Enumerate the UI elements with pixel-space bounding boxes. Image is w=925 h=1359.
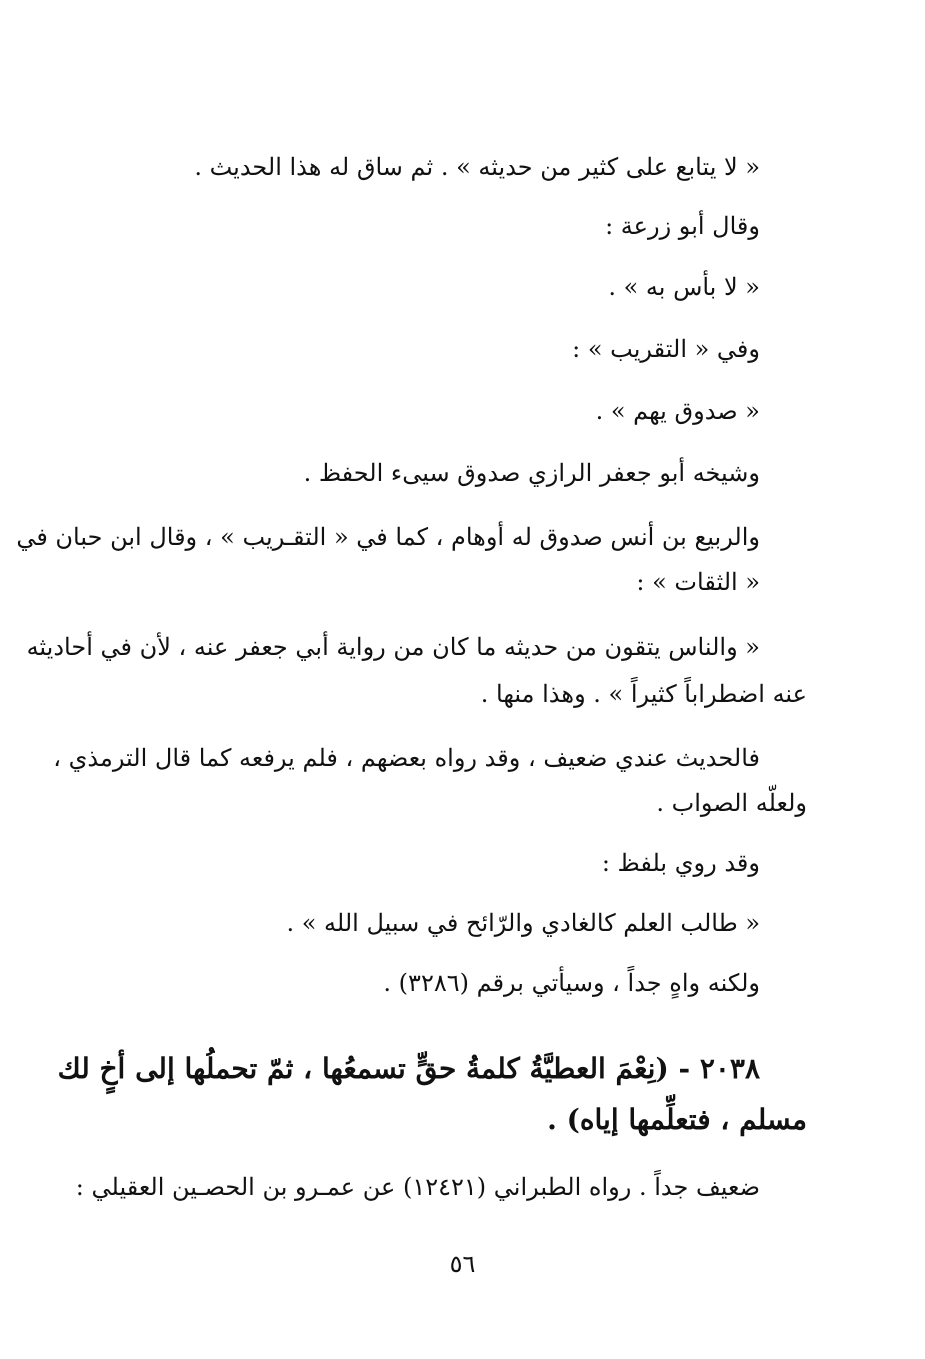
text-line-7: والربيع بن أنس صدوق له أوهام ، كما في « التقـريب » ، وقال ابن حبان في: [16, 523, 760, 551]
text-line-13: وقد روي بلفظ :: [601, 849, 760, 877]
text-line-18: ضعيف جداً . رواه الطبراني (١٢٤٢١) عن عمـرو بن الحصـين العقيلي :: [75, 1173, 760, 1201]
text-line-4: وفي « التقريب » :: [572, 335, 760, 363]
text-line-10: عنه اضطراباً كثيراً » . وهذا منها .: [480, 680, 807, 708]
text-line-8: « الثقات » :: [636, 568, 760, 596]
text-line-5: « صدوق يهم » .: [595, 397, 760, 425]
text-line-6: وشيخه أبو جعفر الرازي صدوق سيىء الحفظ .: [303, 459, 760, 487]
page-number: ٥٦: [449, 1250, 476, 1278]
hadith-heading-line-1: ٢٠٣٨ - (نِعْمَ العطيَّةُ كلمةُ حقٍّ تسمعُها ، ثمّ تحملُها إلى أخٍ لك: [57, 1052, 760, 1085]
text-line-2: وقال أبو زرعة :: [605, 212, 760, 240]
text-line-12: ولعلّه الصواب .: [656, 789, 807, 817]
text-line-11: فالحديث عندي ضعيف ، وقد رواه بعضهم ، فلم يرفعه كما قال الترمذي ،: [53, 744, 760, 772]
text-line-3: « لا بأس به » .: [608, 273, 760, 301]
hadith-heading-line-2: مسلم ، فتعلِّمها إياه) .: [547, 1103, 807, 1136]
text-line-14: « طالب العلم كالغادي والرّائح في سبيل الله » .: [286, 909, 760, 937]
text-line-9: « والناس يتقون من حديثه ما كان من رواية أبي جعفر عنه ، لأن في أحاديثه: [26, 633, 760, 661]
text-line-1: « لا يتابع على كثير من حديثه » . ثم ساق له هذا الحديث .: [194, 153, 760, 181]
text-line-15: ولكنه واهٍ جداً ، وسيأتي برقم (٣٢٨٦) .: [383, 969, 760, 997]
